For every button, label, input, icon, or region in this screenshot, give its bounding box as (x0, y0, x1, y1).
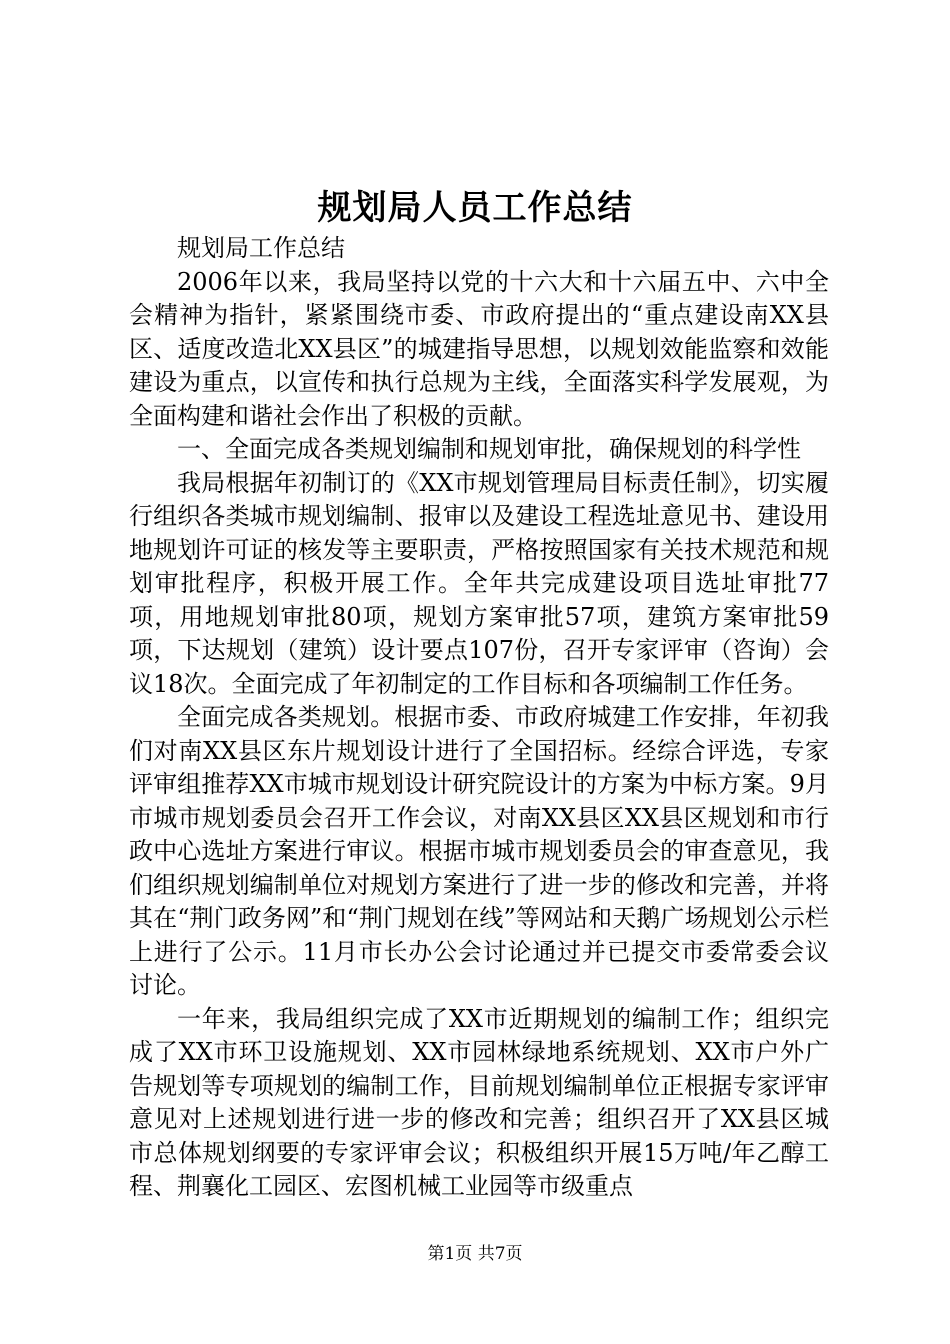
paragraph-approvals: 我局根据年初制订的《XX市规划管理局目标责任制》，切实履行组织各类城市规划编制、报审以及建设工程选址意见书、建设用地规划许可证的核发等主要职责，严格按照国家有关技术规范和规划审批程序，积极开展工作。全年共完成建设项目选址审批77项，用地规划审批80项，规划方案审批57项，建筑方案审批59项，下达规划（建筑）设计要点107份，召开专家评审（咨询）会议18次。全面完成了年初制定的工作目标和各项编制工作任务。 (129, 468, 829, 698)
paragraph-intro: 2006年以来，我局坚持以党的十六大和十六届五中、六中全会精神为指针，紧紧围绕市委、市政府提出的“重点建设南XX县区、适度改造北XX县区”的城建指导思想，以规划效能监察和效能建设为重点，以宣传和执行总规为主线，全面落实科学发展观，为全面构建和谐社会作出了积极的贡献。 (129, 267, 829, 430)
document-body (129, 232, 829, 1204)
paragraph-planning: 全面完成各类规划。根据市委、市政府城建工作安排，年初我们对南XX县区东片规划设计进行了全国招标。经综合评选，专家评审组推荐XX市城市规划设计研究院设计的方案为中标方案。9月市城市规划委员会召开工作会议，对南XX县区XX县区规划和市行政中心选址方案进行审议。根据市城市规划委员会的审查意见，我们组织规划编制单位对规划方案进行了进一步的修改和完善，并将其在“荆门政务网”和“荆门规划在线”等网站和天鹅广场规划公示栏上进行了公示。11月市长办公会讨论通过并已提交市委常委会议讨论。 (129, 703, 829, 999)
document-title: 规划局人员工作总结 (317, 188, 633, 228)
paragraph-section-heading: 一、全面完成各类规划编制和规划审批，确保规划的科学性 (177, 435, 801, 463)
page-footer: 第1页 共7页 (427, 1244, 523, 1264)
paragraph-subtitle: 规划局工作总结 (177, 234, 345, 262)
paragraph-year-summary: 一年来，我局组织完成了XX市近期规划的编制工作；组织完成了XX市环卫设施规划、XX市园林绿地系统规划、XX市户外广告规划等专项规划的编制工作，目前规划编制单位正根据专家评审意见对上述规划进行进一步的修改和完善；组织召开了XX县区城市总体规划纲要的专家评审会议；积极组织开展15万吨/年乙醇工程、荆襄化工园区、宏图机械工业园等市级重点 (129, 1004, 829, 1200)
